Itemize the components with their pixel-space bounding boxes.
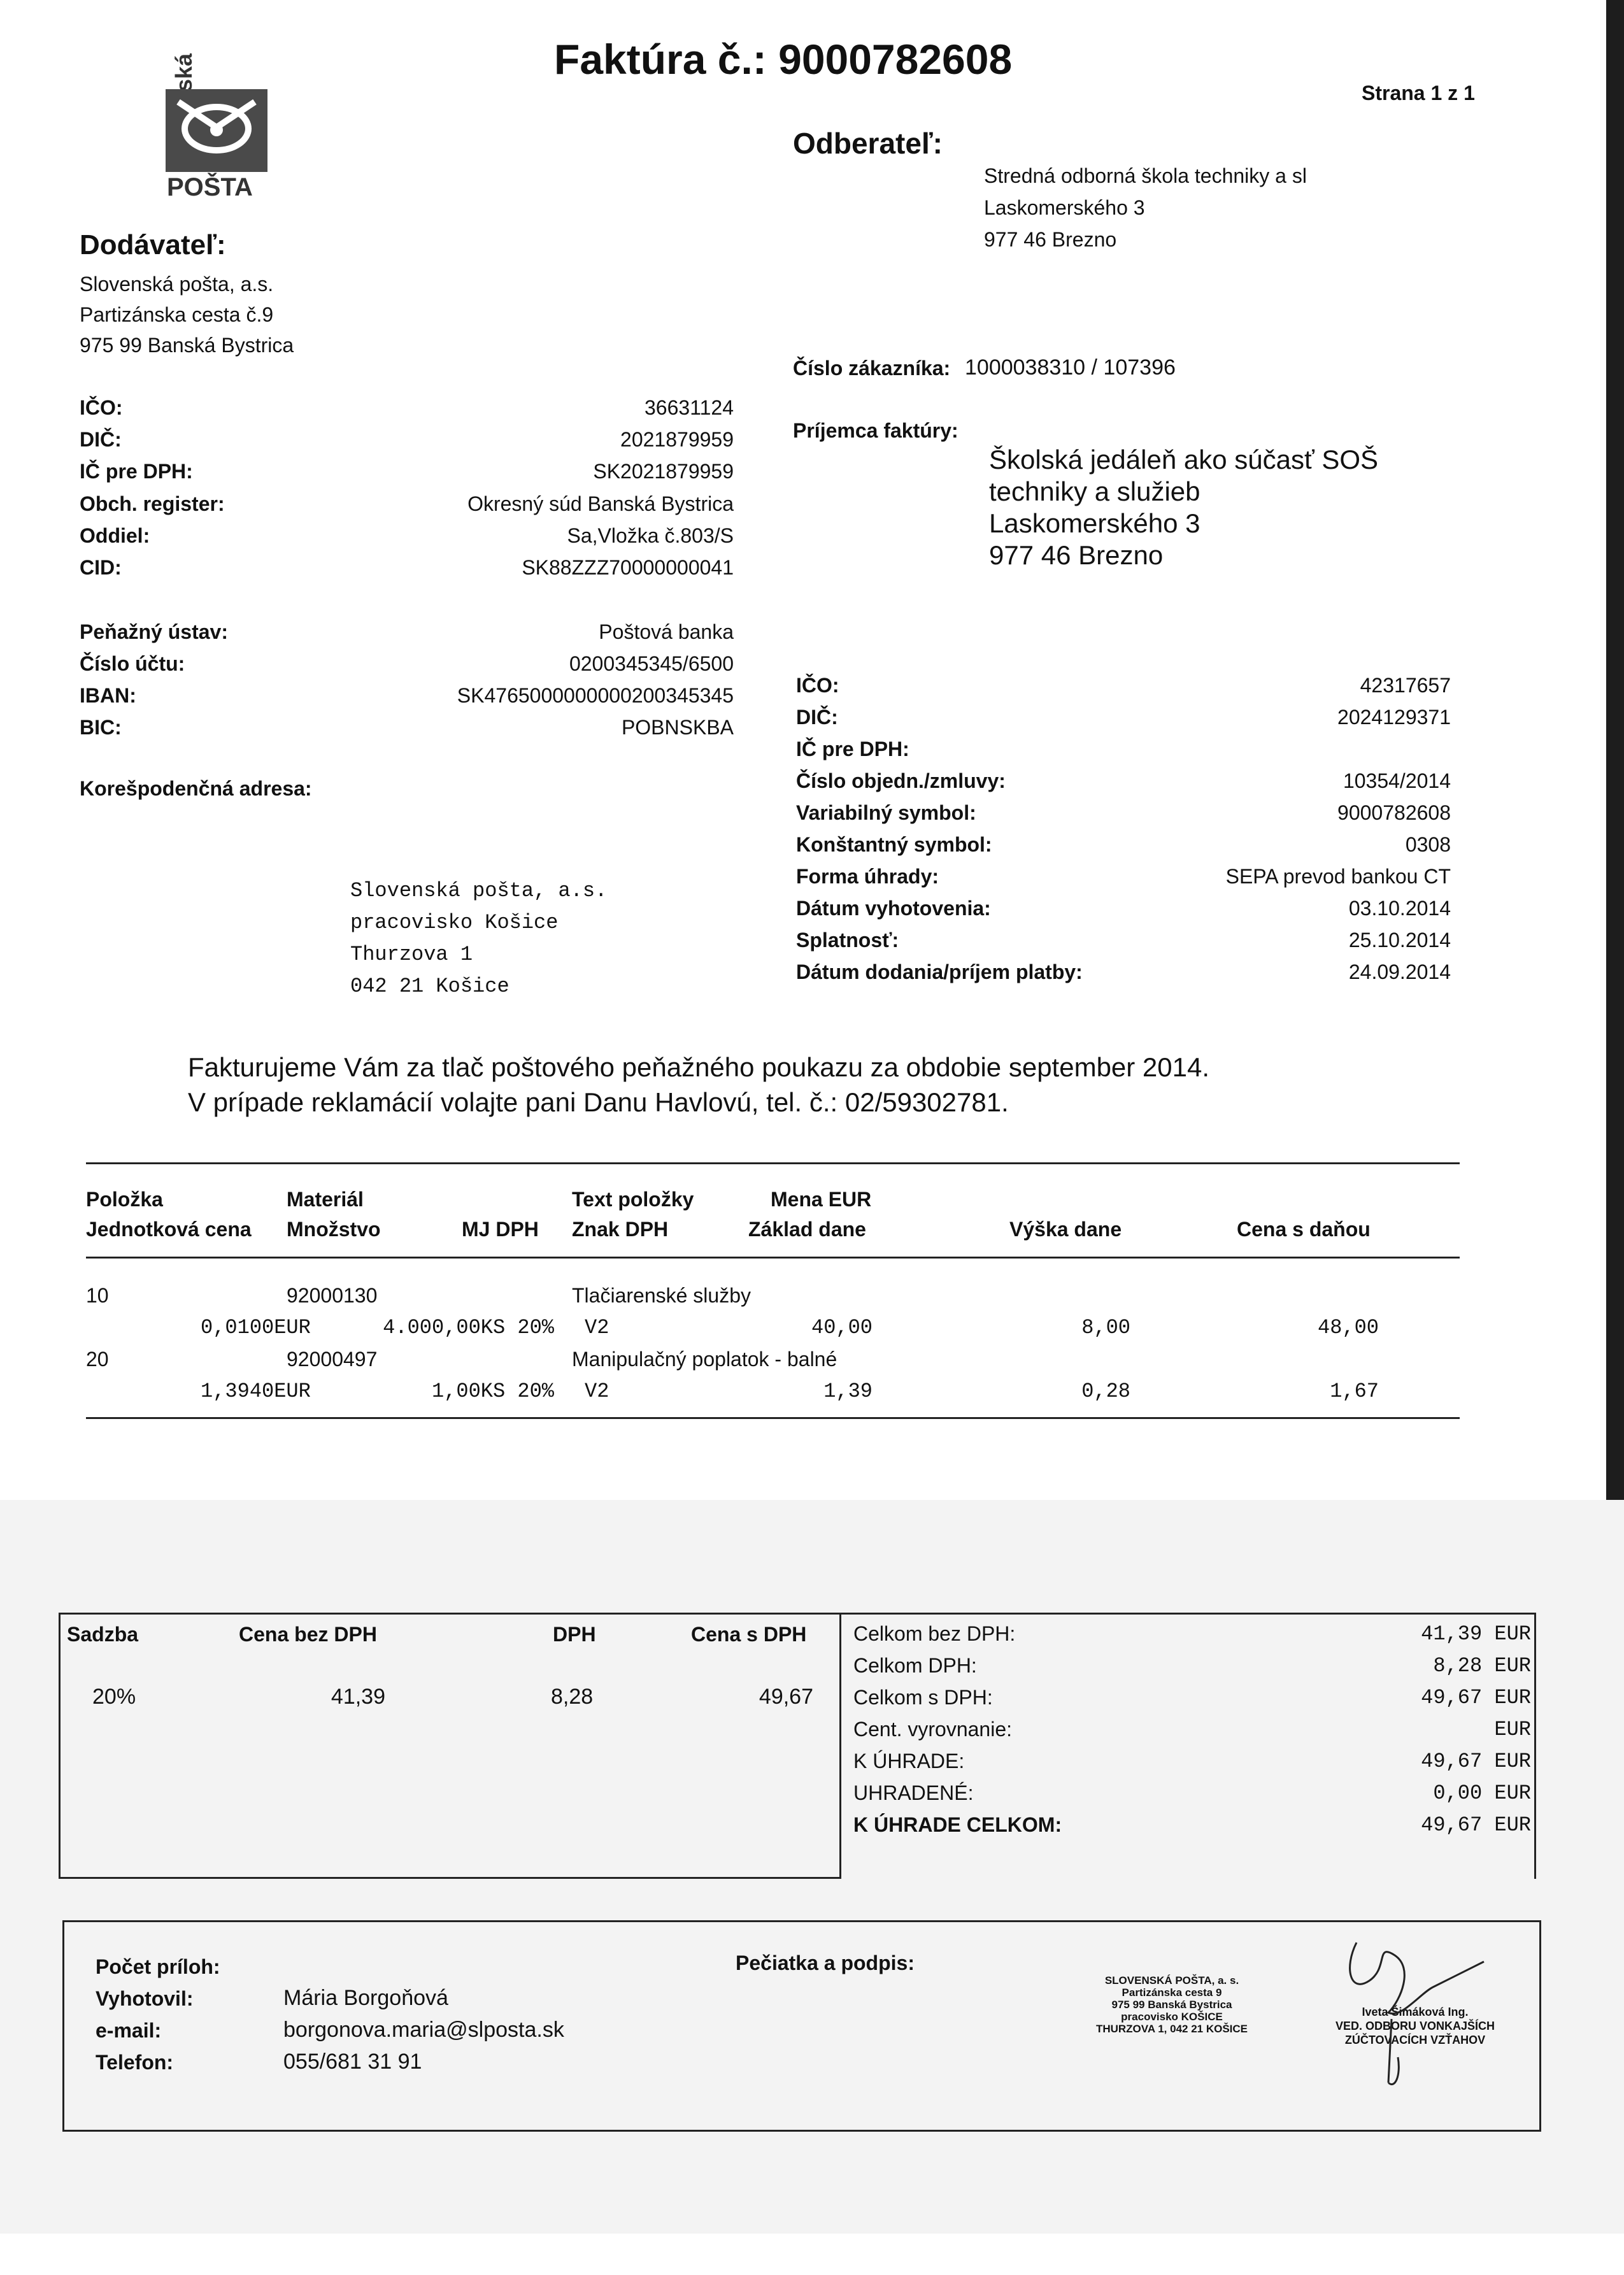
cust-field-value: 25.10.2014 [1348, 929, 1451, 952]
col-header: Výška dane [1009, 1218, 1122, 1241]
field-label: CID: [80, 556, 122, 579]
cust-field-label: Číslo objedn./zmluvy: [796, 769, 1006, 792]
supplier-line: Partizánska cesta č.9 [80, 303, 274, 326]
total-label: Cent. vyrovnanie: [853, 1718, 1013, 1741]
bank-value: 0200345345/6500 [569, 652, 734, 675]
signature-icon [1331, 1930, 1497, 2105]
items-top-rule [86, 1162, 1460, 1164]
field-label: IČ pre DPH: [80, 460, 193, 483]
stamp-line: Partizánska cesta 9 [1122, 1986, 1222, 1999]
bank-value: Poštová banka [599, 620, 734, 643]
footer-left-border [62, 1920, 64, 2132]
cust-field-value: 9000782608 [1337, 801, 1451, 824]
footer-top-border [62, 1920, 1541, 1922]
bank-value: SK4765000000000200345345 [457, 684, 734, 707]
cust-field-label: Splatnosť: [796, 929, 899, 952]
item-tax: 0,28 [1081, 1380, 1130, 1403]
item-qty: 1,00KS 20% [431, 1380, 554, 1403]
footer-label: Telefon: [96, 2051, 174, 2074]
vat-header: DPH [553, 1623, 596, 1646]
invoice-title: Faktúra č.: 9000782608 [554, 36, 1013, 83]
cust-field-value: 24.09.2014 [1348, 960, 1451, 983]
item-pos: 10 [86, 1284, 109, 1307]
customer-heading: Odberateľ: [793, 127, 943, 160]
recipient-line: 977 46 Brezno [989, 540, 1164, 570]
field-value: 2021879959 [620, 428, 734, 451]
field-label: DIČ: [80, 428, 122, 451]
item-text: Tlačiarenské služby [572, 1284, 751, 1307]
signer-line: Iveta Šimáková Ing. [1362, 2006, 1469, 2018]
supplier-line: 975 99 Banská Bystrica [80, 334, 294, 357]
corr-address-label: Korešpodenčná adresa: [80, 777, 312, 800]
items-header-rule [86, 1257, 1460, 1259]
corr-address-line: Thurzova 1 [350, 943, 473, 966]
footer-value: Mária Borgoňová [283, 1986, 448, 2010]
company-stamp [1079, 1974, 1264, 2035]
corr-address-line: Slovenská pošta, a.s. [350, 879, 608, 902]
summary-left-border [59, 1613, 61, 1879]
stamp-line: 975 99 Banská Bystrica [1111, 1999, 1232, 2011]
col-header: Množstvo [287, 1218, 381, 1241]
cust-field-value: 03.10.2014 [1348, 897, 1451, 920]
vat-header: Cena s DPH [691, 1623, 807, 1646]
cust-field-label: Konštantný symbol: [796, 833, 992, 856]
field-label: Obch. register: [80, 492, 225, 515]
item-total: 1,67 [1330, 1380, 1379, 1403]
cust-field-label: Forma úhrady: [796, 865, 939, 888]
col-header: Cena s daňou [1237, 1218, 1371, 1241]
col-header: MJ DPH [462, 1218, 539, 1241]
field-value: SK2021879959 [593, 460, 734, 483]
bank-value: POBNSKBA [621, 716, 734, 739]
item-material: 92000130 [287, 1284, 378, 1307]
logo-text: POŠTA [167, 173, 253, 201]
total-value: 0,00 EUR [1433, 1781, 1531, 1805]
items-bottom-rule [86, 1417, 1460, 1419]
summary-top-border [59, 1613, 1536, 1615]
supplier-line: Slovenská pošta, a.s. [80, 273, 274, 296]
cust-field-label: Dátum vyhotovenia: [796, 897, 991, 920]
col-header: Znak DPH [572, 1218, 669, 1241]
item-unit-price: 1,3940EUR [201, 1380, 311, 1403]
field-label: Oddiel: [80, 524, 150, 547]
item-pos: 20 [86, 1348, 109, 1371]
bank-label: IBAN: [80, 684, 136, 707]
customer-line: Stredná odborná škola techniky a sl [984, 164, 1307, 187]
recipient-line: techniky a služieb [989, 476, 1200, 506]
vat-header: Sadzba [67, 1623, 139, 1646]
customer-line: 977 46 Brezno [984, 228, 1117, 251]
bank-label: BIC: [80, 716, 122, 739]
field-value: SK88ZZZ70000000041 [522, 556, 734, 579]
footer-label: e-mail: [96, 2019, 162, 2042]
col-header: Text položky [572, 1188, 694, 1211]
customer-no-label: Číslo zákazníka: [793, 357, 951, 380]
footer-value: 055/681 31 91 [283, 2050, 422, 2074]
recipient-line: Laskomerského 3 [989, 508, 1200, 538]
stamp-line: SLOVENSKÁ POŠTA, a. s. [1104, 1974, 1239, 1986]
total-value: 49,67 EUR [1421, 1750, 1531, 1773]
supplier-heading: Dodávateľ: [80, 229, 226, 260]
signer-line: ZÚČTOVACÍCH VZŤAHOV [1344, 2034, 1486, 2046]
vat-header: Cena bez DPH [239, 1623, 377, 1646]
footer-label: Vyhotovil: [96, 1987, 194, 2010]
total-label: K ÚHRADE: [853, 1750, 965, 1772]
item-tax-code: V2 [585, 1380, 609, 1403]
corr-address-line: pracovisko Košice [350, 911, 559, 934]
cust-field-label: IČ pre DPH: [796, 738, 909, 760]
cust-field-label: Variabilný symbol: [796, 801, 976, 824]
vat-total: 49,67 [759, 1685, 813, 1709]
stamp-line: pracovisko KOŠICE [1121, 2011, 1223, 2023]
footer-right-border [1539, 1920, 1541, 2132]
col-header: Položka [86, 1188, 163, 1211]
total-value: 8,28 EUR [1433, 1654, 1531, 1678]
cust-field-value: 42317657 [1360, 674, 1451, 697]
total-value: 41,39 EUR [1421, 1622, 1531, 1646]
signer-line: VED. ODBORU VONKAJŠÍCH [1335, 2020, 1495, 2032]
field-value: Sa,Vložka č.803/S [567, 524, 734, 547]
page-indicator: Strana 1 z 1 [1362, 82, 1475, 104]
cust-field-value: 2024129371 [1337, 706, 1451, 729]
field-value: 36631124 [645, 396, 734, 419]
field-label: IČO: [80, 396, 123, 419]
cust-field-label: IČO: [796, 674, 839, 697]
footer-label: Počet príloh: [96, 1955, 220, 1978]
bank-label: Peňažný ústav: [80, 620, 228, 643]
col-header: Základ dane [748, 1218, 866, 1241]
total-label: Celkom bez DPH: [853, 1622, 1016, 1645]
summary-right-border [1534, 1613, 1536, 1879]
grand-total-label: K ÚHRADE CELKOM: [853, 1813, 1062, 1836]
item-qty: 4.000,00KS 20% [383, 1316, 554, 1339]
footer-value: borgonova.maria@slposta.sk [283, 2018, 564, 2042]
col-header: Mena EUR [771, 1188, 872, 1211]
item-tax-code: V2 [585, 1316, 609, 1339]
item-material: 92000497 [287, 1348, 378, 1371]
item-total: 48,00 [1317, 1316, 1379, 1339]
summary-bottom-border [59, 1877, 841, 1879]
scan-edge [1606, 0, 1624, 1500]
footer-bottom-border [62, 2130, 1541, 2132]
item-base: 1,39 [823, 1380, 873, 1403]
summary-divider [839, 1613, 841, 1879]
recipient-label: Príjemca faktúry: [793, 419, 958, 442]
cust-field-value: 0308 [1405, 833, 1451, 856]
cust-field-label: Dátum dodania/príjem platby: [796, 960, 1083, 983]
cust-field-value: SEPA prevod bankou CT [1225, 865, 1451, 888]
cust-field-label: DIČ: [796, 706, 838, 729]
field-value: Okresný súd Banská Bystrica [467, 492, 734, 515]
stamp-label: Pečiatka a podpis: [736, 1951, 915, 1974]
intro-line: V prípade reklamácií volajte pani Danu Havlovú, tel. č.: 02/59302781. [188, 1087, 1009, 1117]
item-unit-price: 0,0100EUR [201, 1316, 311, 1339]
item-tax: 8,00 [1081, 1316, 1130, 1339]
recipient-line: Školská jedáleň ako súčasť SOŠ [989, 445, 1379, 474]
stamp-line: THURZOVA 1, 042 21 KOŠICE [1095, 2023, 1248, 2035]
total-label: Celkom DPH: [853, 1654, 977, 1677]
corr-address-line: 042 21 Košice [350, 974, 509, 998]
item-text: Manipulačný poplatok - balné [572, 1348, 837, 1371]
vat-rate: 20% [92, 1685, 136, 1709]
vat-base: 41,39 [331, 1685, 385, 1709]
intro-line: Fakturujeme Vám za tlač poštového peňažného poukazu za obdobie september 2014. [188, 1052, 1210, 1082]
total-label: UHRADENÉ: [853, 1781, 974, 1804]
item-base: 40,00 [811, 1316, 873, 1339]
total-label: Celkom s DPH: [853, 1686, 993, 1709]
col-header: Jednotková cena [86, 1218, 252, 1241]
col-header: Materiál [287, 1188, 364, 1211]
grand-total-value: 49,67 EUR [1421, 1813, 1531, 1837]
bank-label: Číslo účtu: [80, 652, 185, 675]
customer-no-value: 1000038310 / 107396 [965, 355, 1176, 380]
cust-field-value: 10354/2014 [1343, 769, 1451, 792]
posta-logo-icon [166, 89, 267, 172]
vat-amount: 8,28 [551, 1685, 594, 1709]
total-value: EUR [1494, 1718, 1531, 1741]
total-value: 49,67 EUR [1421, 1686, 1531, 1709]
customer-line: Laskomerského 3 [984, 196, 1145, 219]
